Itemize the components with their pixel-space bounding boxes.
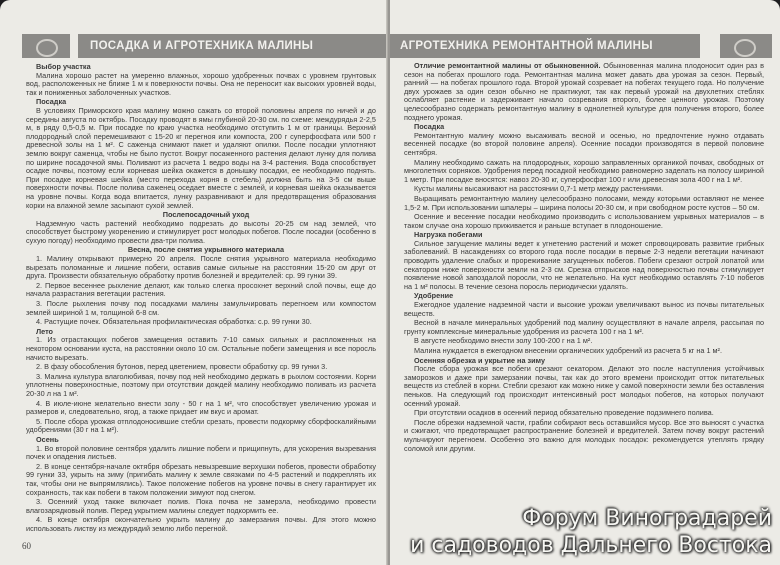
section-heading: Удобрение — [414, 291, 454, 301]
paragraph: 1. Из отрастающих побегов замещения оставить 7-10 самых сильных и распложенных на некотором основании куста, на расстоянии около 10 см. Остальные побеги замещения и все поросль начисто вырезать. — [26, 335, 376, 362]
paragraph: В условиях Приморского края малину можно сажать со второй половины апреля по ничей и до середины августа по октябрь. Посадку проводят в ямы глубиной 20-30 см. по схеме: междурядья 2-2,5 м, в ряду 0,5-0,5 м. При посадке по краю участка необходимо отступить 1 м от границы. Верхний плодородный слой перемешивают с 15-20 кг перегноя или компоста, 200 г суперфосфата или 500 г древесной золы на 1 м². С саженца снимают пакет и удаляют опилки. После посадки уплотняют землю вокруг саженца, чтобы не было пустот. Вокруг посаженного растения делают лунку для полива по ширине посадочной ямы. Поливают из расчета 1 ведро воды на 3-4 растения. Вода способствует осадке почвы, поэтому если корневая шейка окажется в донышку посадки, ее необходимо поднять. При посадке корневая шейка (место перехода корня в стебель) должна быть на 3-5 см выше поверхности почвы. После полива саженец оседает вместе с землей, и корневая шейка оказывается на уровне почвы. Когда вода впитается, лунку разравнивают и для предотвращения образования корки на влажной земле засыпают сухой землей. — [26, 105, 376, 210]
paragraph: Весной в начале минеральных удобрений под малину осуществляют в начале апреля, рассыпая по грунту комплексные минеральные удобрения из расчета 100 г на 1 м². — [404, 318, 764, 336]
paragraph: 5. После сбора урожая отплодоносившие стебли срезать, провести подкормку сборфоскалийными удобрениями (30 г на 1 м²). — [26, 416, 376, 435]
paragraph: Надземную часть растений необходимо подрезать до высоты 20-25 см над землей, что способствует быстрому укоренению и стимулирует рост молодых побегов. После посадки (особенно в сухую погоду) необходимо провести два-три полива. — [26, 218, 376, 245]
section-heading: Лето — [36, 326, 54, 336]
paragraph: При отсутствии осадков в осенний период обязательно проведение подзимнего полива. — [414, 408, 714, 418]
section-heading: Послепосадочный уход — [162, 210, 250, 220]
paragraph: 4. Растущие почек. Обязательная профилактическая обработка: с.р. 99 гунки 30. — [36, 317, 312, 327]
paragraph: После сбора урожая все побеги срезают секатором. Делают это после наступления устойчивых заморозков и даже при замерзании почвы, так как до этого времени происходит отток питательных веществ из стеблей в корни. Стебли срезают как можно ниже у самой поверхности земли без оставления пеньков. На следующий год происходит интенсивный рост молодых побегов, на которых получают осенний урожай. — [404, 364, 764, 408]
paragraph: Малина нуждается в ежегодном внесении органических удобрений из расчета 5 кг на 1 м². — [414, 346, 723, 355]
paragraph: Осенние и весенние посадки необходимо производить с использованием укрывных материалов – в таком случае она хорошо приживается и раньше вступает в плодоношение. — [404, 212, 764, 230]
paragraph: 2. В фазу обособления бутонов, перед цветением, провести обработку ср. 99 гунки 3. — [36, 362, 328, 372]
forum-watermark — [410, 505, 772, 559]
paragraph-text: Обыкновенная малина плодоносит один раз в сезон на побегах прошлого года. Ремонтантная малина может давать два урожая за сезон. Первый, ранний — на побегах прошлого года. Второй урожай созревает на побегах текущего года. Но получение двух урожаев за один сезон обычно не практикуют, так как первый урожай на двухлетних стеблях ослабляет растение и задерживает начало созревания второго, более ценного урожая. Поэтому целесообразно содержать ремонтантную малину в однолетней культуре для получения второго, более позднего урожая. — [404, 61, 764, 122]
paragraph: 2. В конце сентября-начале октября обрезать невызревшие верхушки побегов, провести обработку 99 гунки 33, укрыть на зиму (пригибать малину к земле связками по 4-5 растений и подкреплять их так, чтобы они не выпрямлялись). Такое положение побегов на уровне почвы в снегу гарантирует их сохранность, так как побеги в таком положении зимуют под снегом. — [26, 461, 376, 497]
paragraph: Малину необходимо сажать на плодородных, хорошо заправленных органикой почвах, свободных от многолетних сорняков. Удобрения перед посадкой необходимо равномерно заделать на полосу шириной 1 метр. При посадке вносятся: навоз 20-30 кг, суперфосфат 100 г или древесная зола 400 г на 1 м². — [404, 157, 764, 184]
watermark-line-2: и садоводов Дальнего Востока — [410, 533, 772, 558]
banner-ornament-icon — [720, 34, 772, 58]
paragraph: Сильное загущение малины ведет к угнетению растений и может спровоцировать развитие грибных заболеваний. В насаждениях со второго года после посадки в первые 2-3 недели вегетации начинают проводить удаление слабых и прореживание загущенных побегов. Побеги срезают острой лопатой или секатором ниже поверхности земли на 2-3 см. Срезка отпрысков над поверхностью почвы стимулирует появление новой запоздалой поросли, что не желательно. На куст необходимо оставлять 7-10 побегов на 1 м² полосы. В течение сезона поросль периодически удалять. — [404, 238, 764, 291]
section-heading: Посадка — [414, 122, 445, 132]
section-heading: Нагрузка побегами — [414, 230, 483, 240]
paragraph: После обрезки надземной части, грабли собирают весь оставшийся мусор. Все это выносят с участка и сжигают, что предотвращает распространение болезней и вредителей. Затем почву вокруг растений мульчируют перегноем. Особенно это важно для молодых посадок: рекомендуется утеплять грядку соломой или другим. — [404, 417, 764, 453]
section-heading: Осенняя обрезка и укрытие на зиму — [414, 355, 546, 365]
right-page — [390, 0, 780, 565]
left-page — [0, 0, 388, 565]
paragraph: 3. После рыхления почву под посадками малины замульчировать перегноем или компостом землей шириной 1 м, толщиной 6-8 см. — [26, 299, 376, 317]
paragraph: 4. В июле-июне желательно внести золу - 50 г на 1 м², что способствует увеличению урожая и размеров и, следовательно, ягод, а также придает им вкус и аромат. — [26, 398, 376, 417]
watermark-line-1: Форум Виноградарей — [522, 506, 772, 531]
right-text-column — [404, 62, 764, 454]
page-number: 60 — [22, 541, 31, 551]
paragraph: Кусты малины высаживают на расстоянии 0,7-1 метр между растениями. — [414, 184, 664, 194]
section-heading: Осень — [36, 434, 59, 444]
paragraph: 3. Малина культура влаголюбивая, почву под ней необходимо держать в рыхлом состоянии. Корни уплотнены поверхностные, поэтому при отсутствии дождей малину необходимо поливать из расчета 20-30 л на 1 м². — [26, 371, 376, 398]
paragraph: Ежегодное удаление надземной части и высокие урожаи увеличивают вынос из почвы питательных веществ. — [404, 300, 764, 318]
paragraph: Выращивать ремонтантную малину целесообразно полосами, между которыми оставляют не менее 1,5-2 м. При использовании шпалеры – ширина полосы 20-30 см, и при свободном росте кустов – 50 см. — [404, 193, 764, 212]
paragraph: Ремонтантную малину можно высаживать весной и осенью, но предпочтение нужно отдавать весенней посадке (во второй половине апреля). Осенние посадки производятся в первой половине сентября. — [404, 130, 764, 157]
paragraph: В августе необходимо внести золу 100-200 г на 1 м². — [414, 336, 593, 346]
section-heading: Посадка — [36, 97, 67, 107]
paragraph: Малина хорошо растет на умеренно влажных, хорошо удобренных почвах с уровнем грунтовых вод, расположенных не ближе 1 м к поверхности почвы. Она не переносит как высоких уровней воды, так и пониженных заболоченных участков. — [26, 70, 376, 97]
left-text-column — [26, 62, 376, 534]
left-banner-title: ПОСАДКА И АГРОТЕХНИКА МАЛИНЫ — [78, 34, 388, 58]
paragraph — [404, 62, 764, 122]
paragraph: 1. Во второй половине сентября удалить лишние побеги и прищипнуть, для ускорения вызревания почек и опадения листьев. — [26, 443, 376, 462]
paragraph: 1. Малину открывают примерно 20 апреля. После снятия укрывного материала необходимо вырезать поломанные и лишние побеги, оставив самые сильные на расстоянии 15-20 см друг от друга. Произвести обязательную обработку против болезней и вредителей: ср. 99 гунки 39. — [26, 254, 376, 281]
banner-ornament-icon — [22, 34, 70, 58]
paragraph: 4. В конце октября окончательно укрыть малину до замерзания почвы. Для этого можно использовать листву из междурядий землю либо перегной. — [26, 515, 376, 533]
paragraph: 3. Осенний уход также включает полив. Пока почва не замерзла, необходимо провести влагозарядковый полив. Перед укрытием малины следует подкормить ее. — [26, 497, 376, 515]
right-banner-title: АГРОТЕХНИКА РЕМОНТАНТНОЙ МАЛИНЫ — [390, 34, 700, 58]
paragraph-lead: Отличие ремонтантной малины от обыкновенной. — [414, 61, 601, 70]
paragraph: 2. Первое весеннее рыхление делают, как только слегка просохнет верхний слой почвы, еще до начала разрастания вегетации растения. — [26, 280, 376, 299]
section-heading: Весна, после снятия укрывного материала — [127, 245, 285, 255]
section-heading: Выбор участка — [36, 62, 91, 71]
